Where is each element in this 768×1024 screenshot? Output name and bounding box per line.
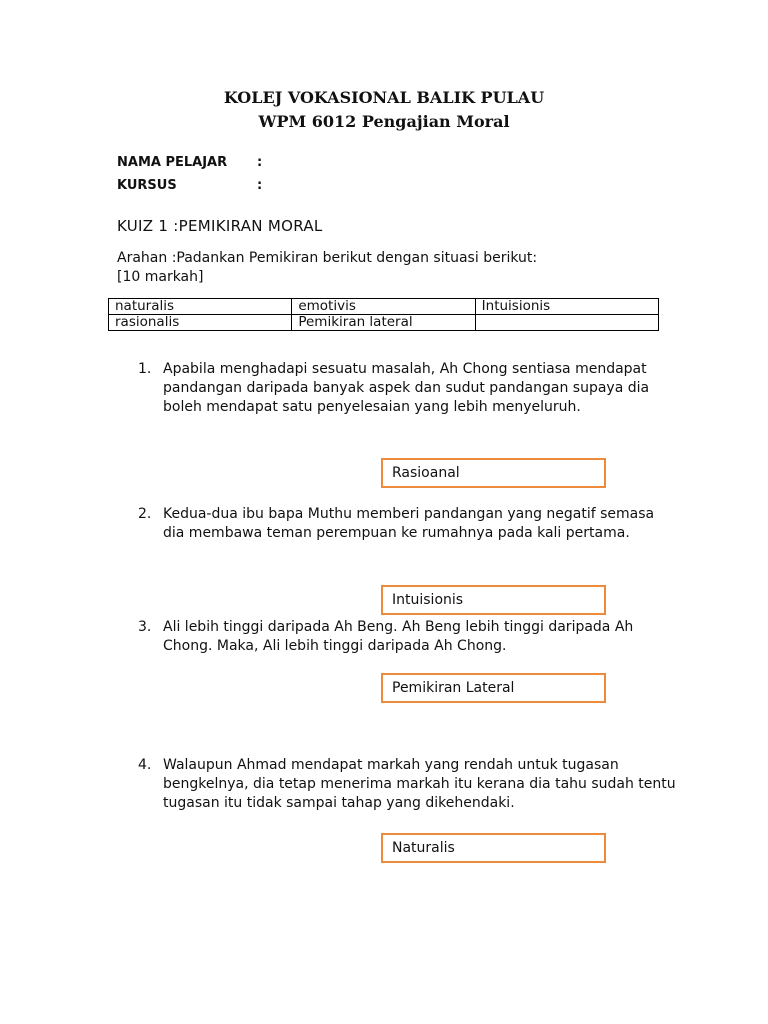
course-title: WPM 6012 Pengajian Moral: [258, 112, 510, 131]
table-cell: naturalis: [109, 299, 292, 315]
options-table: [108, 298, 659, 331]
school-title: KOLEJ VOKASIONAL BALIK PULAU: [223, 88, 545, 107]
table-row: [109, 299, 659, 315]
table-cell: emotivis: [292, 299, 475, 315]
question-text: Walaupun Ahmad mendapat markah yang rendah untuk tugasan bengkelnya, dia tetap menerima markah itu kerana dia tahu sudah tentu tugasan itu tidak sampai tahap yang dikehendaki.: [163, 757, 676, 811]
question-4: [138, 756, 678, 813]
question-number: 4.: [138, 757, 152, 773]
answer-box-4[interactable]: Naturalis: [381, 833, 606, 863]
question-number: 1.: [138, 361, 152, 377]
table-row: [109, 315, 659, 331]
question-text: Apabila menghadapi sesuatu masalah, Ah Chong sentiasa mendapat pandangan daripada banyak aspek dan sudut pandangan supaya dia boleh mendapat satu penyelesaian yang lebih menyeluruh.: [163, 361, 650, 415]
field-label: KURSUS: [117, 178, 177, 193]
question-number: 3.: [138, 619, 152, 635]
question-2: [138, 505, 678, 543]
question-1: [138, 360, 678, 417]
quiz-title: KUIZ 1 :PEMIKIRAN MORAL: [117, 217, 323, 235]
instruction-text: Arahan :Padankan Pemikiran berikut dengan situasi berikut:: [117, 250, 538, 266]
marks-text: [10 markah]: [117, 269, 204, 285]
answer-box-2[interactable]: Intuisionis: [381, 585, 606, 615]
question-number: 2.: [138, 506, 152, 522]
field-separator: :: [257, 178, 263, 193]
field-label: NAMA PELAJAR: [117, 155, 228, 170]
course-field: [117, 178, 262, 193]
question-text: Kedua-dua ibu bapa Muthu memberi pandangan yang negatif semasa dia membawa teman perempuan ke rumahnya pada kali pertama.: [163, 506, 655, 541]
field-separator: :: [257, 155, 263, 170]
table-cell: [475, 315, 658, 331]
question-3: [138, 618, 678, 656]
answer-box-1[interactable]: Rasioanal: [381, 458, 606, 488]
question-text: Ali lebih tinggi daripada Ah Beng. Ah Beng lebih tinggi daripada Ah Chong. Maka, Ali lebih tinggi daripada Ah Chong.: [163, 619, 634, 654]
answer-box-3[interactable]: Pemikiran Lateral: [381, 673, 606, 703]
student-name-field: [117, 155, 262, 170]
instructions: [117, 249, 537, 287]
table-cell: Pemikiran lateral: [292, 315, 475, 331]
table-cell: Intuisionis: [475, 299, 658, 315]
table-cell: rasionalis: [109, 315, 292, 331]
